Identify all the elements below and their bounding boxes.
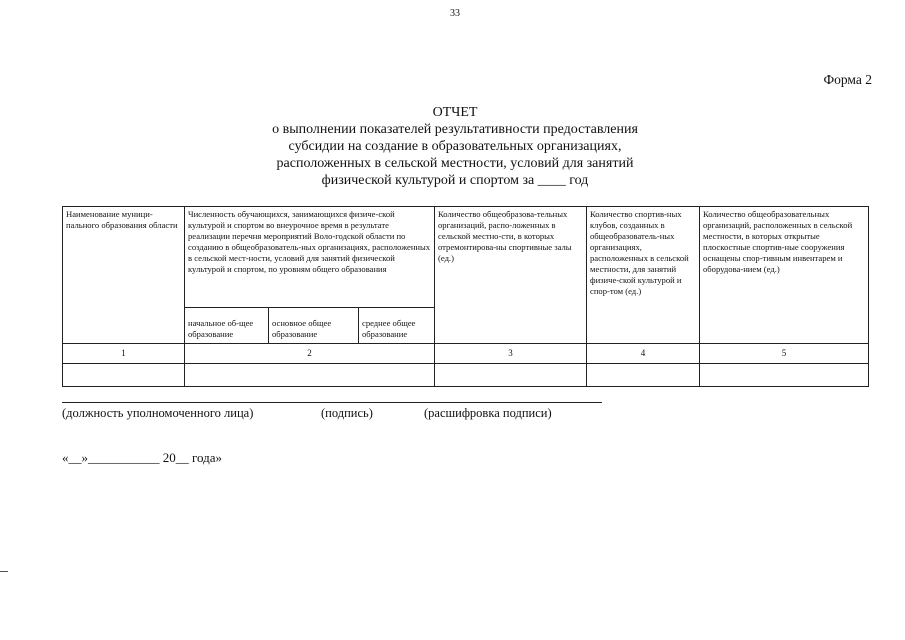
- header-repaired-gyms: Количество общеобразова-тельных организаций, распо-ложенных в сельской местно-сти, в которых отремонтирова-ны спортивные залы (ед.): [435, 207, 587, 344]
- signature-line: [62, 402, 602, 403]
- column-number: 3: [435, 344, 587, 364]
- signature-label: (подпись): [321, 406, 373, 420]
- subheader-primary: начальное об-щее образование: [185, 308, 269, 344]
- title-line: физической культурой и спортом за ____ год: [321, 173, 589, 188]
- title-heading: ОТЧЕТ: [432, 105, 478, 120]
- edge-mark: [0, 571, 8, 572]
- subheader-secondary: среднее общее образование: [359, 308, 435, 344]
- column-number: 1: [63, 344, 185, 364]
- header-sports-clubs: Количество спортив-ных клубов, созданных в общеобразователь-ных организациях, расположенных в сельской местности, для занятий физиче-ской культурой и спор-том (ед.): [587, 207, 700, 344]
- header-row: [63, 207, 869, 308]
- table-cell[interactable]: [63, 364, 185, 387]
- column-number: 5: [700, 344, 869, 364]
- table-cell[interactable]: [700, 364, 869, 387]
- table-cell[interactable]: [587, 364, 700, 387]
- page-number: 33: [450, 8, 460, 19]
- date-line: «__»___________ 20__ года»: [62, 450, 223, 465]
- title-line: субсидии на создание в образовательных организациях,: [288, 139, 622, 154]
- title-line: о выполнении показателей результативности предоставления: [272, 122, 638, 137]
- table-row: [63, 364, 869, 387]
- table-cell[interactable]: [185, 364, 435, 387]
- title-line: расположенных в сельской местности, условий для занятий: [276, 156, 634, 171]
- form-label: Форма 2: [823, 72, 872, 87]
- column-number: 2: [185, 344, 435, 364]
- decoding-label: (расшифровка подписи): [424, 406, 552, 420]
- column-number-row: [63, 344, 869, 364]
- column-number: 4: [587, 344, 700, 364]
- table-cell[interactable]: [435, 364, 587, 387]
- report-title: [190, 104, 720, 189]
- report-table: [62, 206, 869, 387]
- header-students-count: Численность обучающихся, занимающихся физиче-ской культурой и спортом во внеурочное время в результате реализации перечня мероприятий Воло-годской области по созданию в общеобразователь-ных организациях, расположенных в сельской мест-ности, условий для занятий физической культурой и спортом, по уровням общего образования: [185, 207, 435, 308]
- subheader-basic: основное общее образование: [269, 308, 359, 344]
- header-municipality: Наименование муници-пального образования области: [63, 207, 185, 344]
- position-label: (должность уполномоченного лица): [62, 406, 254, 420]
- header-equipped-facilities: Количество общеобразовательных организаций, расположенных в сельской местности, в которых открытые плоскостные спортив-ные сооружения оснащены спор-тивным инвентарем и оборудова-нием (ед.): [700, 207, 869, 344]
